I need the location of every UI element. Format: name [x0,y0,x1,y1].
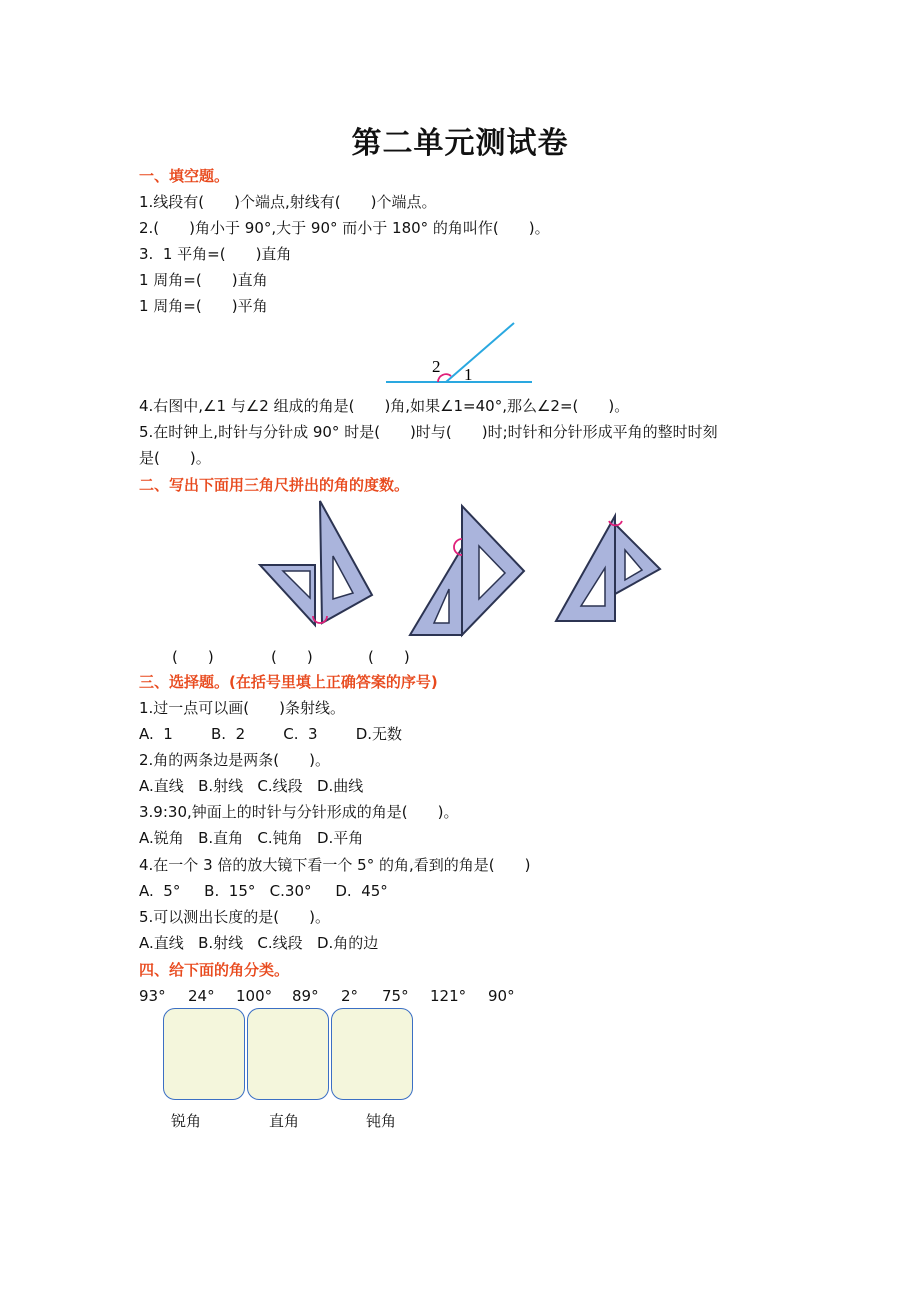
angle-value: 93° [139,987,166,1005]
angle-value: 24° [188,987,215,1005]
acute-angle-box[interactable] [163,1008,245,1100]
obtuse-angle-box[interactable] [331,1008,413,1100]
triangle-figure-2 [405,503,530,639]
angle-value: 90° [488,987,515,1005]
question-1-5a: 5.在时钟上,时针与分针成 90° 时是( )时与( )时;时针和分针形成平角的整时时刻 [139,423,718,441]
angle-label-1: 1 [464,365,473,384]
question-3-1-options: A. 1 B. 2 C. 3 D.无数 [139,725,403,743]
angle-label-2: 2 [432,357,441,376]
angle-value: 121° [430,987,467,1005]
angle-value: 100° [236,987,273,1005]
question-3-4: 4.在一个 3 倍的放大镜下看一个 5° 的角,看到的角是( ) [139,856,531,874]
category-label-acute: 锐角 [171,1112,202,1130]
angle-figure [380,318,540,388]
question-3-2-options: A.直线 B.射线 C.线段 D.曲线 [139,777,364,795]
question-3-3-options: A.锐角 B.直角 C.钝角 D.平角 [139,829,364,847]
question-1-5b: 是( )。 [139,449,211,467]
question-3-5: 5.可以测出长度的是( )。 [139,908,331,926]
question-1-2: 2.( )角小于 90°,大于 90° 而小于 180° 的角叫作( )。 [139,219,550,237]
question-1-3a: 3. 1 平角=( )直角 [139,245,292,263]
answer-paren-3[interactable]: ( ) [368,648,410,666]
category-label-right: 直角 [269,1112,300,1130]
category-label-obtuse: 钝角 [366,1112,397,1130]
question-3-2: 2.角的两条边是两条( )。 [139,751,331,769]
right-angle-box[interactable] [247,1008,329,1100]
angle-value: 75° [382,987,409,1005]
answer-paren-2[interactable]: ( ) [271,648,313,666]
question-3-5-options: A.直线 B.射线 C.线段 D.角的边 [139,934,379,952]
question-1-4: 4.右图中,∠1 与∠2 组成的角是( )角,如果∠1=40°,那么∠2=( )。 [139,397,630,415]
question-3-4-options: A. 5° B. 15° C.30° D. 45° [139,882,388,900]
triangle-figure-1 [255,498,380,626]
section-heading-choice: 三、选择题。(在括号里填上正确答案的序号) [139,673,438,691]
question-1-1: 1.线段有( )个端点,射线有( )个端点。 [139,193,437,211]
page-title: 第二单元测试卷 [351,126,569,161]
angle-value: 89° [292,987,319,1005]
section-heading-triangles: 二、写出下面用三角尺拼出的角的度数。 [139,476,410,494]
slanted-ray [446,323,514,382]
answer-paren-1[interactable]: ( ) [172,648,214,666]
question-1-3b: 1 周角=( )直角 [139,271,268,289]
question-1-3c: 1 周角=( )平角 [139,297,268,315]
section-heading-fill-blank: 一、填空题。 [139,167,230,185]
section-heading-classify: 四、给下面的角分类。 [139,961,290,979]
angle-value: 2° [341,987,359,1005]
question-3-1: 1.过一点可以画( )条射线。 [139,699,346,717]
question-3-3: 3.9:30,钟面上的时针与分针形成的角是( )。 [139,803,459,821]
triangle-figure-3 [552,513,667,625]
